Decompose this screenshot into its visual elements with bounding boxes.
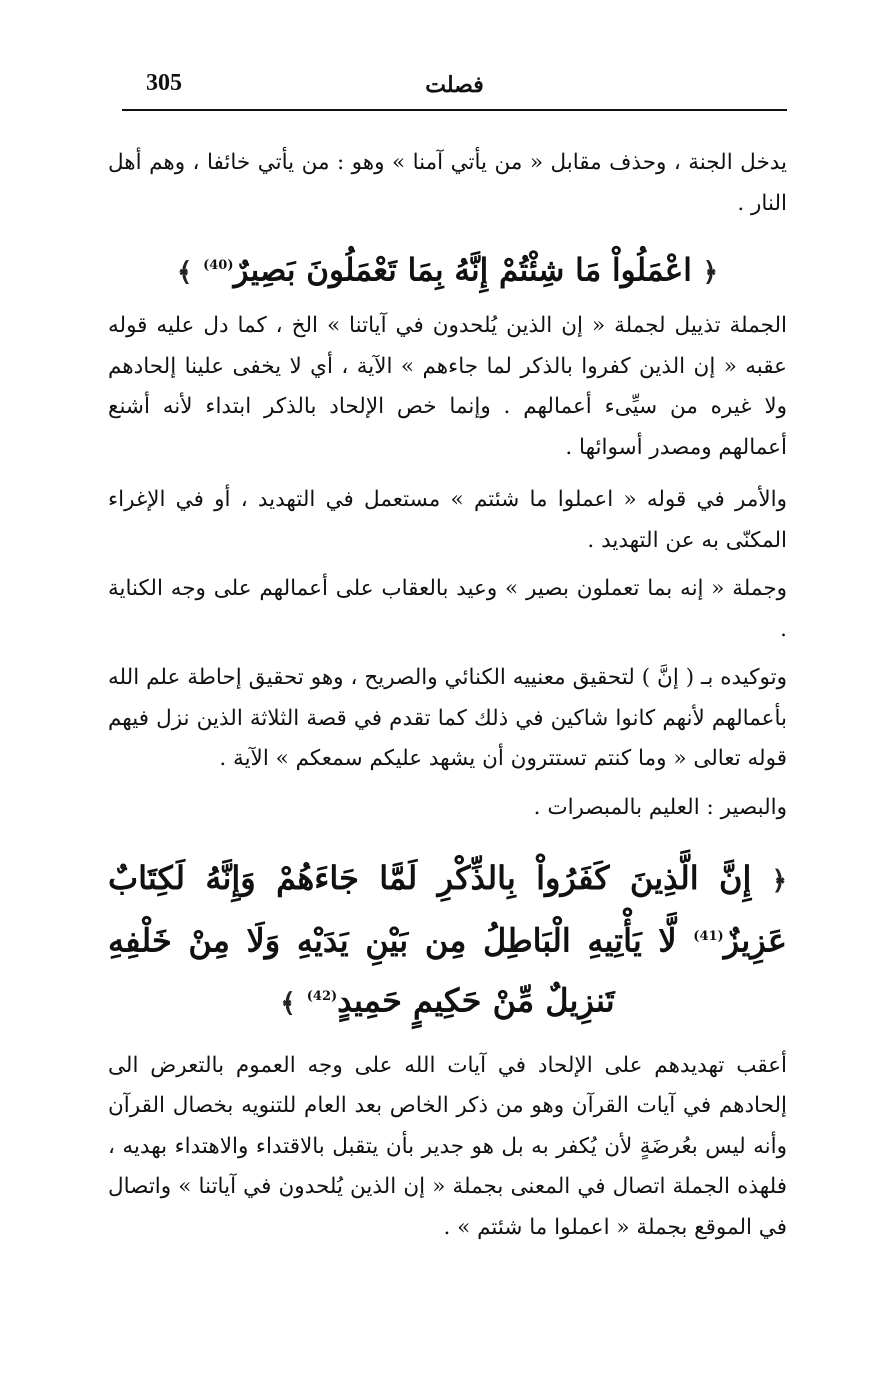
paragraph-2: الجملة تذييل لجملة « إن الذين يُلحدون في آياتنا » الخ ، كما دل عليه قوله عقبه « إن الذين كفروا بالذكر لما جاءهم » الآية ، أي لا يخفى علينا إلحادهم ولا غيره من سيِّىء أعمالهم . وإنما خص الإلحاد بالذكر ابتداء لأنه أشنع أعمالهم ومصدر أسوائها . <box>108 313 787 460</box>
verse-text: إِنَّ الَّذِينَ كَفَرُواْ بِالذِّكْرِ لَمَّا جَاءَهُمْ وَإِنَّهُ لَكِتَابٌ عَزِيزٌ <box>108 859 788 960</box>
page-header <box>122 62 787 112</box>
verse-close-bracket: ﴾ <box>280 988 296 1019</box>
verse-open-bracket: ﴿ <box>702 257 718 288</box>
verse-close-bracket: ﴾ <box>177 257 193 288</box>
page-body <box>108 143 787 1248</box>
verse-text: اعْمَلُواْ مَا شِئْتُمْ إِنَّهُ بِمَا تَعْمَلُونَ بَصِيرٌ <box>233 252 692 289</box>
page-number: 305 <box>146 70 182 96</box>
verse-number: (41) <box>693 929 724 945</box>
verse-open-bracket: ﴿ <box>771 866 788 897</box>
header-divider <box>122 109 787 111</box>
paragraph-1: يدخل الجنة ، وحذف مقابل « من يأتي آمنا » وهو : من يأتي خائفا ، وهم أهل النار . <box>108 150 787 216</box>
paragraph-3: والأمر في قوله « اعملوا ما شئتم » مستعمل في التهديد ، أو في الإغراء المكنّى به عن التهديد . <box>108 487 787 553</box>
verse-number: (42) <box>306 988 338 1004</box>
running-title: فصلت <box>425 72 484 98</box>
paragraph-5: وتوكيده بـ ( إنَّ ) لتحقيق معنييه الكنائي والصريح ، وهو تحقيق إحاطة علم الله بأعمالهم لأنهم كانوا شاكين في ذلك كما تقدم في قصة الثلاثة الذين نزل فيهم قوله تعالى « وما كنتم تستترون أن يشهد عليكم سمعكم » الآية . <box>108 665 787 772</box>
paragraph-4: وجملة « إنه بما تعملون بصير » وعيد بالعقاب على أعمالهم على وجه الكناية . <box>108 576 787 642</box>
paragraph-6: والبصير : العليم بالمبصرات . <box>533 794 787 820</box>
verse-41-42 <box>108 850 787 1031</box>
verse-40 <box>108 238 787 300</box>
paragraph-7: أعقب تهديدهم على الإلحاد في آيات الله على وجه العموم بالتعرض الى إلحادهم في آيات القرآن وهو من ذكر الخاص بعد العام للتنويه بخصال القرآن وأنه ليس بعُرضَةٍ لأن يُكفر به بل هو جدير بأن يتقبل بالاقتداء والاهتداء بهديه ، فلهذه الجملة اتصال في المعنى بجملة « إن الذين يُلحدون في آياتنا » واتصال في الموقع بجملة « اعملوا ما شئتم » . <box>108 1052 787 1240</box>
verse-number: (40) <box>203 258 234 273</box>
verse-text-continued: لَّا يَأْتِيهِ الْبَاطِلُ مِن بَيْنِ يَدَيْهِ وَلَا مِنْ خَلْفِهِ تَنزِيلٌ مِّنْ حَكِيمٍ حَمِيدٍ <box>108 921 677 1020</box>
